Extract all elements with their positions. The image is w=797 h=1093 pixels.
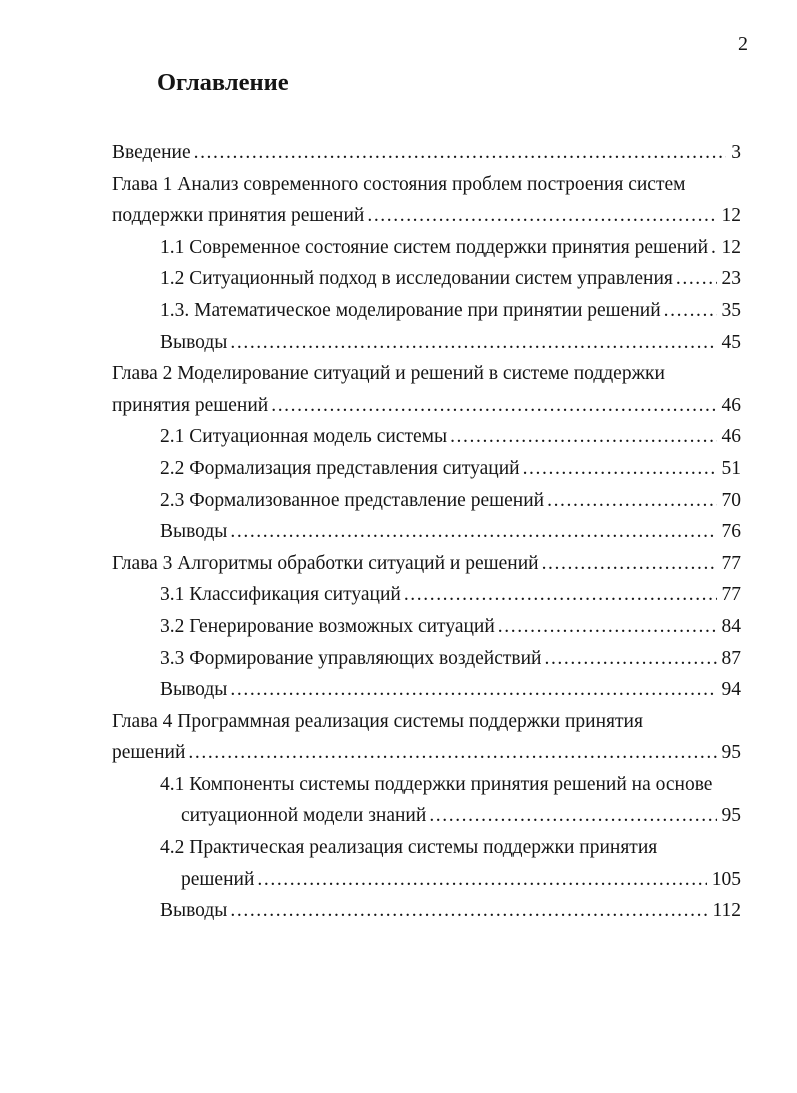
toc-entry-text: Выводы <box>160 521 228 543</box>
toc-entry-text: Выводы <box>160 331 228 353</box>
toc-entry-page: 95 <box>721 805 741 827</box>
toc-entry <box>112 137 741 169</box>
toc-entry-text: 1.2 Ситуационный подход в исследовании систем управления <box>160 268 673 290</box>
toc-entry <box>112 864 741 896</box>
toc-entry <box>112 800 741 832</box>
toc-leader-dots <box>257 864 706 896</box>
toc-entry <box>112 169 741 201</box>
toc-entry-text: 4.2 Практическая реализация системы поддержки принятия <box>160 837 658 859</box>
toc-leader-dots <box>544 643 716 675</box>
toc-entry-page: 46 <box>721 394 741 416</box>
toc-entry-page: 105 <box>711 868 741 890</box>
toc-leader-dots <box>542 548 717 580</box>
toc-entry <box>112 485 741 517</box>
toc-entry-page: 35 <box>721 299 741 321</box>
toc-entry-text: 1.1 Современное состояние систем поддержки принятия решений <box>160 236 709 258</box>
toc-entry-text: 2.1 Ситуационная модель системы <box>160 426 448 448</box>
toc-entry-text: поддержки принятия решений <box>112 205 365 227</box>
toc-leader-dots <box>194 137 727 169</box>
toc-entry <box>112 327 741 359</box>
toc-entry-text: принятия решений <box>112 394 269 416</box>
toc-leader-dots <box>450 421 716 453</box>
toc-entry <box>112 643 741 675</box>
toc-leader-dots <box>230 327 716 359</box>
toc-entry <box>112 295 741 327</box>
toc-entry-text: ситуационной модели знаний <box>181 805 427 827</box>
toc-entry-text: решений <box>112 742 186 764</box>
toc-entry-text: 2.2 Формализация представления ситуаций <box>160 457 520 479</box>
toc-entry-page: 23 <box>721 268 741 290</box>
toc-leader-dots <box>188 737 716 769</box>
toc-entry-text: 4.1 Компоненты системы поддержки принятия решений на основе <box>160 773 713 795</box>
toc-entry <box>112 263 741 295</box>
toc-entry-page: 87 <box>721 647 741 669</box>
toc-entry <box>112 579 741 611</box>
toc-list <box>112 137 741 927</box>
toc-entry <box>112 611 741 643</box>
toc-entry <box>112 421 741 453</box>
toc-leader-dots <box>230 516 716 548</box>
toc-leader-dots <box>676 263 717 295</box>
toc-entry <box>112 453 741 485</box>
toc-entry <box>112 674 741 706</box>
toc-leader-dots <box>271 390 716 422</box>
toc-entry-text: 1.3. Математическое моделирование при принятии решений <box>160 299 661 321</box>
toc-entry-text: 3.1 Классификация ситуаций <box>160 584 401 606</box>
toc-leader-dots <box>230 674 716 706</box>
toc-entry <box>112 548 741 580</box>
toc-entry-page: 3 <box>731 142 741 163</box>
toc-entry-text: 3.3 Формирование управляющих воздействий <box>160 647 542 669</box>
page-number: 2 <box>738 33 748 55</box>
toc-entry-text: Глава 1 Анализ современного состояния проблем построения систем <box>112 173 686 195</box>
toc-entry <box>112 737 741 769</box>
toc-entry-text: Глава 2 Моделирование ситуаций и решений в системе поддержки <box>112 363 665 385</box>
toc-entry-page: 84 <box>721 615 741 637</box>
toc-entry-page: 77 <box>721 552 741 574</box>
toc-entry-page: 12 <box>721 236 741 258</box>
toc-entry-text: решений <box>181 868 255 890</box>
toc-entry <box>112 358 741 390</box>
toc-entry <box>112 895 741 927</box>
toc-leader-dots <box>498 611 717 643</box>
toc-leader-dots <box>664 295 717 327</box>
toc-entry <box>112 390 741 422</box>
toc-entry <box>112 516 741 548</box>
toc-entry <box>112 200 741 232</box>
toc-entry-page: 76 <box>721 521 741 543</box>
toc-entry-page: 12 <box>721 205 741 227</box>
toc-entry <box>112 706 741 738</box>
toc-leader-dots <box>429 800 716 832</box>
toc-entry-page: 94 <box>721 679 741 701</box>
toc-entry-page: 77 <box>721 584 741 606</box>
toc-entry-page: 70 <box>721 489 741 511</box>
toc-entry-text: 3.2 Генерирование возможных ситуаций <box>160 615 495 637</box>
toc-entry-page: 112 <box>712 900 741 922</box>
toc-leader-dots <box>523 453 717 485</box>
toc-leader-dots <box>711 232 716 264</box>
toc-entry-page: 95 <box>721 742 741 764</box>
toc-entry-page: 45 <box>721 331 741 353</box>
toc-entry-page: 46 <box>721 426 741 448</box>
toc-entry-text: Глава 4 Программная реализация системы поддержки принятия <box>112 710 643 732</box>
toc-leader-dots <box>404 579 717 611</box>
toc-entry <box>112 232 741 264</box>
toc-entry-text: Выводы <box>160 679 228 701</box>
toc-leader-dots <box>367 200 716 232</box>
toc-leader-dots <box>230 895 707 927</box>
toc-entry <box>112 832 741 864</box>
toc-leader-dots <box>547 485 716 517</box>
toc-entry-text: 2.3 Формализованное представление решений <box>160 489 545 511</box>
toc-entry-text: Выводы <box>160 900 228 922</box>
page-title: Оглавление <box>157 69 289 96</box>
toc-entry <box>112 769 741 801</box>
toc-entry-text: Введение <box>112 142 191 163</box>
toc-entry-page: 51 <box>721 457 741 479</box>
toc-entry-text: Глава 3 Алгоритмы обработки ситуаций и решений <box>112 552 539 574</box>
